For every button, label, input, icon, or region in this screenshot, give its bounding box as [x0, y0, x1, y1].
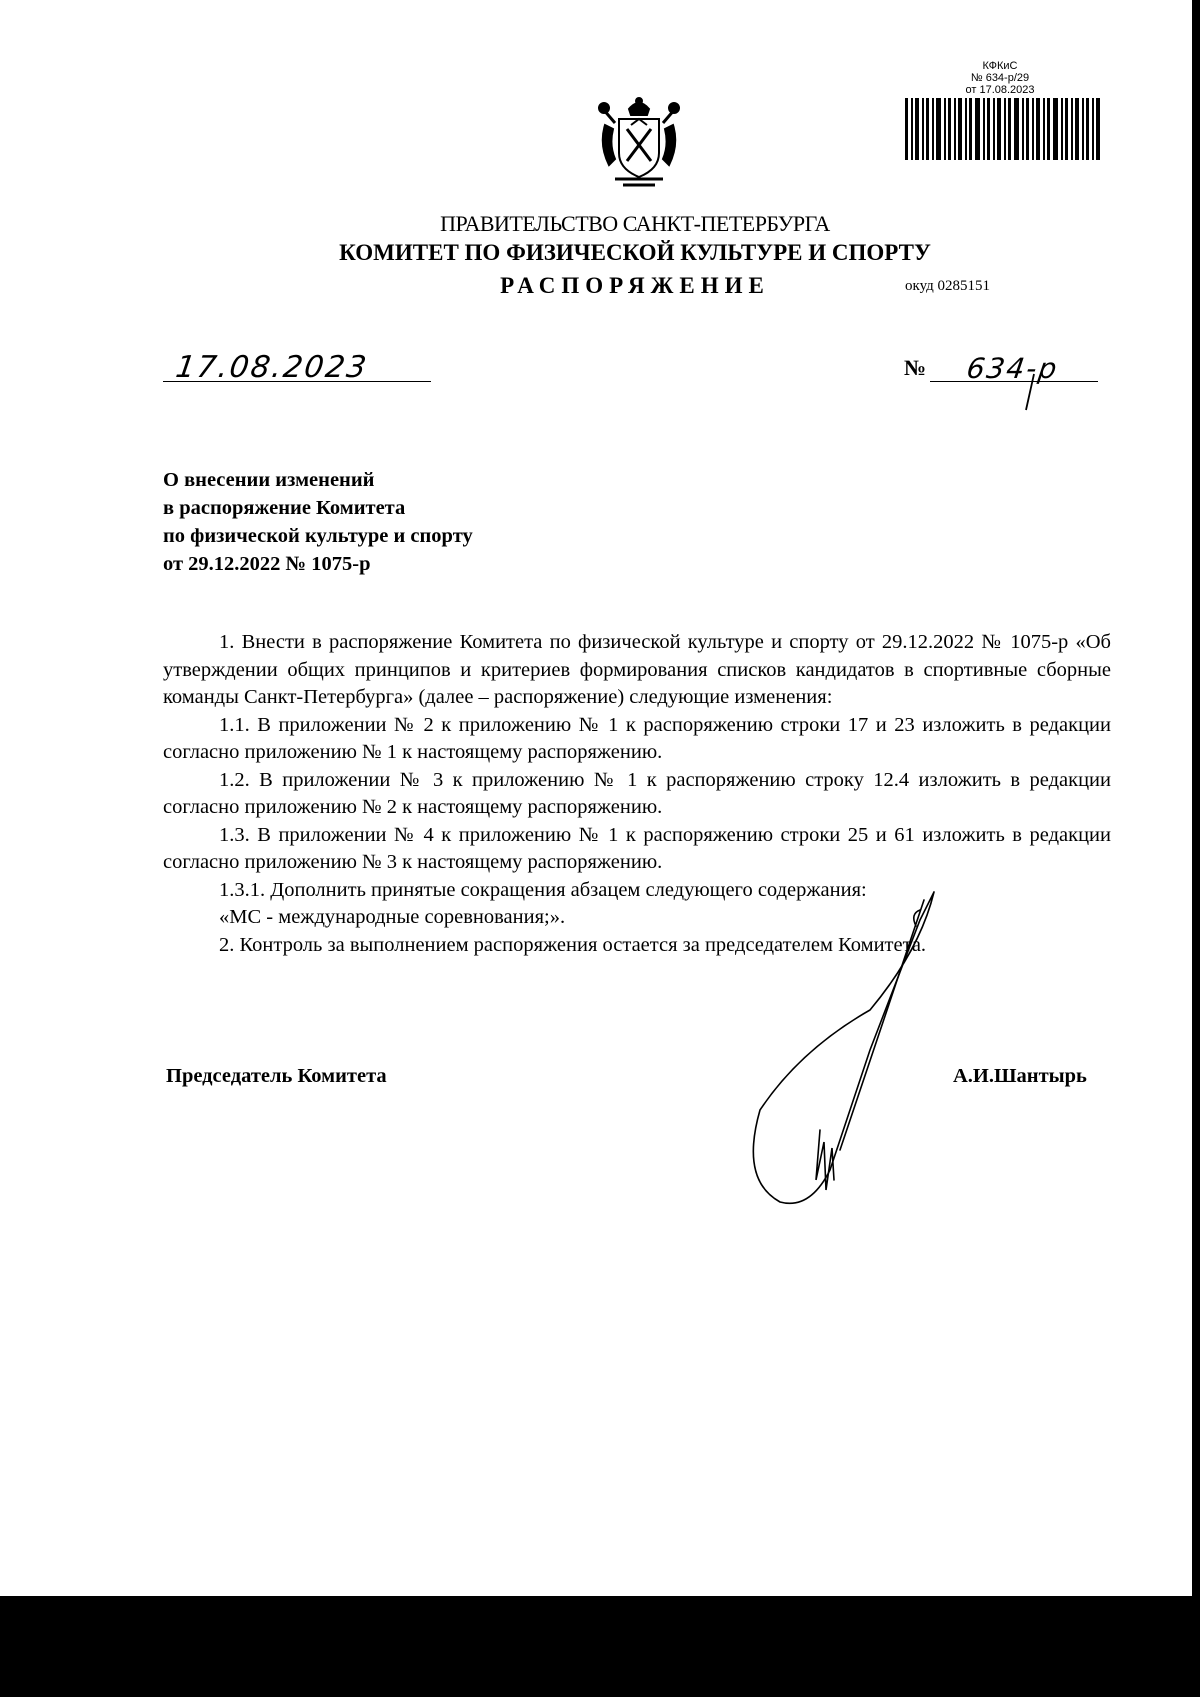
coat-of-arms-icon	[595, 95, 683, 190]
government-title: ПРАВИТЕЛЬСТВО САНКТ-ПЕТЕРБУРГА	[440, 211, 830, 236]
stamp-reg-number: № 634-р/29	[970, 72, 1030, 84]
paragraph-1: 1. Внести в распоряжение Комитета по физической культуре и спорту от 29.12.2022 № 1075-р «Об утверждении общих принципов и критериев формирования списков кандидатов в спортивные сборные команды Санкт-Петербурга» (далее – распоряжение) следующие изменения:	[163, 631, 1111, 708]
signer-position: Председатель Комитета	[166, 1065, 387, 1087]
date-underline	[163, 381, 431, 382]
paragraph-1-1: 1.1. В приложении № 2 к приложению № 1 к распоряжению строки 17 и 23 изложить в редакции согласно приложению № 1 к настоящему распоряжению.	[163, 713, 1111, 763]
handwritten-signature	[720, 880, 950, 1210]
stamp-reg-date: от 17.08.2023	[965, 84, 1035, 96]
okud-code: окуд 0285151	[905, 278, 991, 294]
paragraph-1-3: 1.3. В приложении № 4 к приложению № 1 к распоряжению строки 25 и 61 изложить в редакции согласно приложению № 3 к настоящему распоряжению.	[163, 823, 1111, 873]
paragraph-2: 2. Контроль за выполнением распоряжения остается за председателем Комитета.	[219, 933, 927, 956]
order-number: 634-р	[964, 352, 1061, 385]
subject-line: по физической культуре и спорту	[163, 525, 473, 547]
order-body	[163, 629, 1111, 959]
subject-line: от 29.12.2022 № 1075-р	[163, 553, 371, 575]
order-subject	[163, 466, 473, 578]
scan-edge	[1192, 0, 1200, 1596]
handwritten-stroke-icon	[1020, 372, 1040, 412]
committee-title: КОМИТЕТ ПО ФИЗИЧЕСКОЙ КУЛЬТУРЕ И СПОРТУ	[339, 240, 931, 265]
order-number-label: №	[904, 355, 927, 380]
stamp-org: КФКиС	[982, 60, 1018, 72]
paragraph-1-3-1-quote: «МС - международные соревнования;».	[219, 906, 566, 928]
barcode-icon	[905, 98, 1100, 160]
paragraph-1-3-1: 1.3.1. Дополнить принятые сокращения абзацем следующего содержания:	[219, 878, 867, 901]
subject-line: в распоряжение Комитета	[163, 497, 406, 519]
number-underline	[930, 381, 1098, 382]
subject-line: О внесении изменений	[163, 469, 375, 491]
order-date: 17.08.2023	[173, 350, 371, 385]
signer-name: А.И.Шантырь	[953, 1065, 1087, 1087]
document-type-title: РАСПОРЯЖЕНИЕ	[500, 273, 770, 298]
registration-stamp	[900, 60, 1100, 96]
paragraph-1-2: 1.2. В приложении № 3 к приложению № 1 к распоряжению строку 12.4 изложить в редакции согласно приложению № 2 к настоящему распоряжению.	[163, 768, 1111, 818]
